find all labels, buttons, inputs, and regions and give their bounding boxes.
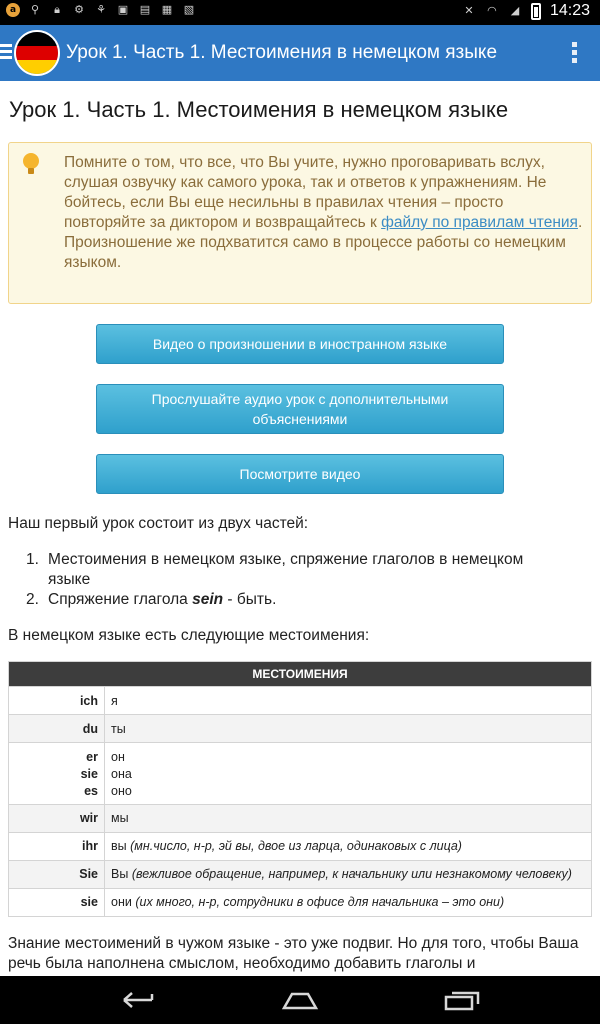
pronoun-value: вы xyxy=(111,839,127,853)
russian-pronoun xyxy=(105,861,572,888)
mute-icon: ✕ xyxy=(464,4,474,17)
german-pronoun: du xyxy=(9,715,105,742)
android-icon: ⚘ xyxy=(96,3,106,16)
app-title: Урок 1. Часть 1. Местоимения в немецком языке xyxy=(66,42,498,63)
pronoun-value: они xyxy=(111,895,132,909)
table-row xyxy=(9,888,591,916)
bag-icon: ▦ xyxy=(161,3,173,16)
german-pronoun-line: sie xyxy=(80,767,98,781)
outro-paragraph: Знание местоимений в чужом языке - это уже подвиг. Но для того, чтобы Ваша речь была наполнена смыслом, необходимо добавить глаголы и xyxy=(8,935,579,972)
android-icon: ⚙ xyxy=(74,3,84,16)
navigation-bar xyxy=(0,976,600,1024)
lesson-intro: Наш первый урок состоит из двух частей: xyxy=(8,515,309,532)
russian-pronoun xyxy=(105,743,132,804)
pronouns-table xyxy=(8,661,592,917)
table-row xyxy=(9,832,591,860)
recent-apps-icon[interactable] xyxy=(442,988,482,1012)
tip-box xyxy=(8,142,592,304)
clipboard-icon: ▤ xyxy=(139,3,151,16)
german-pronoun: ich xyxy=(9,687,105,714)
lesson-content[interactable] xyxy=(0,81,600,976)
table-row xyxy=(9,804,591,832)
bag-icon: ▧ xyxy=(183,3,195,16)
battery-icon xyxy=(531,3,541,20)
verb-sein: sein xyxy=(192,591,224,608)
tip-text-part: Помните о том, что все, что Вы учите, нужно проговаривать вслух, слушая озвучку как самого урока, так и ответов к упражнениям. Не бойтесь, если Вы еще несильны в правилах чтения – просто повторяйте за диктором и возвращайтесь к xyxy=(64,154,547,231)
pronunciation-video-button[interactable]: Видео о произношении в иностранном языке xyxy=(96,324,504,364)
table-row xyxy=(9,860,591,888)
pronoun-note: (вежливое обращение, например, к начальнику или незнакомому человеку) xyxy=(131,867,572,881)
german-pronoun xyxy=(9,743,105,804)
wifi-icon: ◠ xyxy=(487,4,497,17)
pronoun-note: (мн.число, н-р, эй вы, двое из ларца, одинаковых с лица) xyxy=(130,839,462,853)
overflow-menu-icon[interactable] xyxy=(572,42,578,66)
menu-icon[interactable] xyxy=(0,44,12,60)
table-row xyxy=(9,686,591,714)
list-number: 2. xyxy=(26,591,39,608)
lock-icon: 🔒︎ xyxy=(54,3,60,16)
german-pronoun: Sie xyxy=(9,861,105,888)
back-icon[interactable] xyxy=(118,988,158,1012)
list-item xyxy=(26,590,566,610)
lightbulb-icon xyxy=(23,153,39,175)
german-pronoun: wir xyxy=(9,805,105,832)
german-pronoun: sie xyxy=(9,889,105,916)
app-bar xyxy=(0,25,600,81)
list-item xyxy=(26,550,566,590)
tip-text xyxy=(64,153,584,273)
list-text: - быть. xyxy=(223,591,277,608)
list-text: Местоимения в немецком языке, спряжение глаголов в немецком языке xyxy=(48,551,524,588)
watch-video-button[interactable]: Посмотрите видео xyxy=(96,454,504,494)
tip-text-line2: Произношение же подхватится само в процессе работы со немецким языком. xyxy=(64,234,566,271)
german-pronoun-line: es xyxy=(84,784,98,798)
pronoun-value: Вы xyxy=(111,867,129,881)
russian-pronoun: я xyxy=(111,694,118,708)
audio-lesson-button[interactable]: Прослушайте аудио урок с дополнительными объяснениями xyxy=(96,384,504,434)
list-number: 1. xyxy=(26,551,39,568)
signal-icon: ◢ xyxy=(510,4,520,17)
usb-icon: ⚲ xyxy=(30,3,40,16)
russian-pronoun xyxy=(105,889,504,916)
home-icon[interactable] xyxy=(280,988,320,1012)
status-bar xyxy=(0,0,600,25)
list-text: Спряжение глагола xyxy=(48,591,193,608)
german-pronoun: ihr xyxy=(9,833,105,860)
avast-icon: a xyxy=(6,3,20,17)
image-icon: ▣ xyxy=(117,3,129,16)
table-header: МЕСТОИМЕНИЯ xyxy=(9,662,591,686)
pronouns-intro: В немецком языке есть следующие местоимения: xyxy=(8,627,370,644)
russian-pronoun: ты xyxy=(111,722,126,736)
russian-pronoun-line: она xyxy=(111,767,132,781)
russian-pronoun-line: он xyxy=(111,750,125,764)
tip-text-part: . xyxy=(577,214,583,231)
german-flag-icon[interactable] xyxy=(14,30,60,76)
table-row xyxy=(9,742,591,804)
page-title: Урок 1. Часть 1. Местоимения в немецком языке xyxy=(9,97,509,122)
russian-pronoun-line: оно xyxy=(111,784,132,798)
russian-pronoun xyxy=(105,833,462,860)
lesson-parts-list xyxy=(26,550,566,610)
pronoun-note: (их много, н-р, сотрудники в офисе для начальника – это они) xyxy=(135,895,505,909)
reading-rules-link[interactable]: файлу по правилам чтения xyxy=(381,214,578,231)
clock: 14:23 xyxy=(549,2,590,19)
german-pronoun-line: er xyxy=(86,750,98,764)
table-row xyxy=(9,714,591,742)
russian-pronoun: мы xyxy=(111,811,129,825)
